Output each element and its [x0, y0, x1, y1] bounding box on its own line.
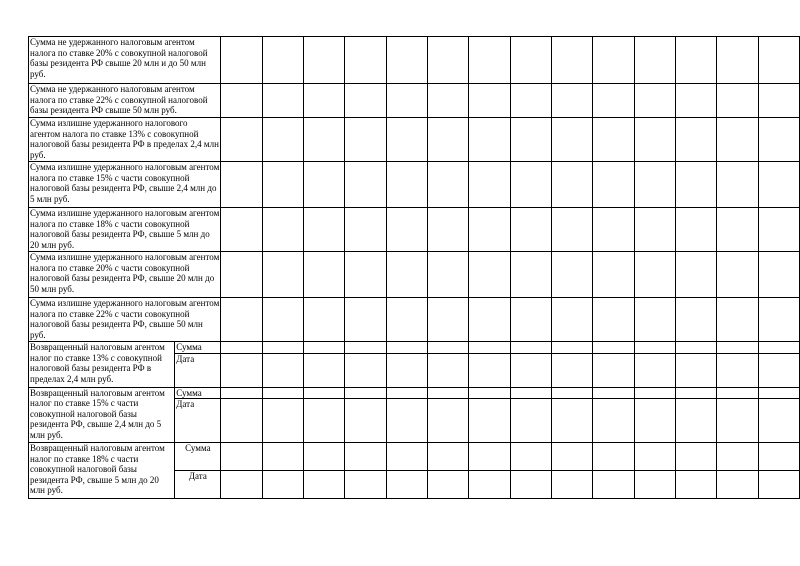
value-cell[interactable]	[262, 208, 303, 252]
value-cell[interactable]	[469, 252, 510, 298]
value-cell[interactable]	[717, 387, 758, 399]
value-cell[interactable]	[675, 84, 716, 118]
value-cell[interactable]	[675, 471, 716, 499]
value-cell[interactable]	[758, 37, 799, 84]
value-cell[interactable]	[634, 252, 675, 298]
value-cell[interactable]	[510, 387, 551, 399]
value-cell[interactable]	[386, 208, 427, 252]
value-cell[interactable]	[345, 443, 386, 471]
value-cell[interactable]	[262, 37, 303, 84]
value-cell[interactable]	[345, 353, 386, 387]
value-cell[interactable]	[304, 471, 345, 499]
value-cell[interactable]	[634, 298, 675, 342]
value-cell[interactable]	[758, 399, 799, 443]
value-cell[interactable]	[675, 208, 716, 252]
table-row	[29, 84, 800, 118]
value-cell[interactable]	[262, 399, 303, 443]
value-cell[interactable]	[386, 443, 427, 471]
value-cell[interactable]	[717, 399, 758, 443]
sum-label: Сумма	[175, 443, 221, 471]
value-cell[interactable]	[304, 252, 345, 298]
row-label: Сумма излишне удержанного налогового агентом налога по ставке 13% с совокупной налоговой базы резидента РФ в пределах 2,4 млн руб.	[29, 118, 221, 162]
value-cell[interactable]	[469, 162, 510, 208]
value-cell[interactable]	[469, 471, 510, 499]
value-cell[interactable]	[304, 387, 345, 399]
table-row	[29, 443, 800, 471]
date-label: Дата	[175, 471, 221, 499]
value-cell[interactable]	[717, 118, 758, 162]
value-cell[interactable]	[510, 37, 551, 84]
value-cell[interactable]	[551, 162, 592, 208]
value-cell[interactable]	[634, 471, 675, 499]
value-cell[interactable]	[717, 208, 758, 252]
row-label: Возвращенный налоговым агентом налог по ставке 13% с совокупной налоговой базы резидента РФ в пределах 2,4 млн руб.	[29, 342, 175, 388]
sum-label: Сумма	[175, 387, 221, 399]
value-cell[interactable]	[634, 342, 675, 354]
value-cell[interactable]	[345, 471, 386, 499]
value-cell[interactable]	[675, 252, 716, 298]
value-cell[interactable]	[345, 298, 386, 342]
value-cell[interactable]	[304, 84, 345, 118]
value-cell[interactable]	[386, 37, 427, 84]
value-cell[interactable]	[428, 84, 469, 118]
value-cell[interactable]	[510, 399, 551, 443]
value-cell[interactable]	[593, 37, 634, 84]
value-cell[interactable]	[758, 208, 799, 252]
value-cell[interactable]	[428, 37, 469, 84]
value-cell[interactable]	[593, 387, 634, 399]
value-cell[interactable]	[717, 84, 758, 118]
value-cell[interactable]	[221, 37, 262, 84]
value-cell[interactable]	[758, 118, 799, 162]
row-label: Сумма не удержанного налоговым агентом налога по ставке 20% с совокупной налоговой базы резидента РФ свыше 20 млн и до 50 млн руб.	[29, 37, 221, 84]
value-cell[interactable]	[758, 298, 799, 342]
value-cell[interactable]	[469, 399, 510, 443]
value-cell[interactable]	[428, 342, 469, 354]
value-cell[interactable]	[345, 118, 386, 162]
value-cell[interactable]	[593, 298, 634, 342]
value-cell[interactable]	[634, 162, 675, 208]
value-cell[interactable]	[345, 162, 386, 208]
value-cell[interactable]	[758, 342, 799, 354]
value-cell[interactable]	[386, 118, 427, 162]
value-cell[interactable]	[675, 162, 716, 208]
value-cell[interactable]	[593, 399, 634, 443]
value-cell[interactable]	[304, 118, 345, 162]
value-cell[interactable]	[386, 387, 427, 399]
value-cell[interactable]	[221, 84, 262, 118]
value-cell[interactable]	[593, 342, 634, 354]
value-cell[interactable]	[551, 208, 592, 252]
value-cell[interactable]	[717, 353, 758, 387]
value-cell[interactable]	[593, 353, 634, 387]
table-row	[29, 252, 800, 298]
sum-label: Сумма	[175, 342, 221, 354]
value-cell[interactable]	[510, 298, 551, 342]
value-cell[interactable]	[758, 387, 799, 399]
value-cell[interactable]	[304, 443, 345, 471]
value-cell[interactable]	[634, 443, 675, 471]
row-label: Сумма излишне удержанного налоговым агентом налога по ставке 22% с части совокупной налоговой базы резидента РФ, свыше 50 млн руб.	[30, 298, 220, 340]
value-cell[interactable]	[717, 342, 758, 354]
value-cell[interactable]	[221, 471, 262, 499]
table-row	[29, 118, 800, 162]
value-cell[interactable]	[634, 208, 675, 252]
value-cell[interactable]	[634, 84, 675, 118]
value-cell[interactable]	[262, 84, 303, 118]
value-cell[interactable]	[510, 84, 551, 118]
value-cell[interactable]	[428, 353, 469, 387]
date-label: Дата	[175, 353, 221, 387]
table-row	[29, 342, 800, 354]
value-cell[interactable]	[345, 208, 386, 252]
value-cell[interactable]	[510, 118, 551, 162]
value-cell[interactable]	[675, 399, 716, 443]
value-cell[interactable]	[510, 162, 551, 208]
tax-report-table	[28, 36, 800, 499]
table-row	[29, 208, 800, 252]
value-cell[interactable]	[675, 443, 716, 471]
value-cell[interactable]	[221, 399, 262, 443]
value-cell[interactable]	[634, 37, 675, 84]
value-cell[interactable]	[221, 118, 262, 162]
value-cell[interactable]	[221, 162, 262, 208]
value-cell[interactable]	[510, 252, 551, 298]
value-cell[interactable]	[262, 252, 303, 298]
value-cell[interactable]	[634, 353, 675, 387]
value-cell[interactable]	[675, 37, 716, 84]
value-cell[interactable]	[428, 162, 469, 208]
table-row	[29, 37, 800, 84]
row-label: Сумма излишне удержанного налоговым агентом налога по ставке 18% с части совокупной налоговой базы резидента РФ, свыше 5 млн до 20 млн руб.	[30, 208, 220, 250]
value-cell[interactable]	[345, 387, 386, 399]
value-cell[interactable]	[386, 353, 427, 387]
value-cell[interactable]	[304, 37, 345, 84]
value-cell[interactable]	[551, 387, 592, 399]
value-cell[interactable]	[551, 84, 592, 118]
value-cell[interactable]	[386, 84, 427, 118]
value-cell[interactable]	[428, 252, 469, 298]
value-cell[interactable]	[262, 471, 303, 499]
value-cell[interactable]	[717, 162, 758, 208]
value-cell[interactable]	[510, 443, 551, 471]
value-cell[interactable]	[758, 252, 799, 298]
value-cell[interactable]	[510, 471, 551, 499]
value-cell[interactable]	[593, 208, 634, 252]
value-cell[interactable]	[593, 118, 634, 162]
value-cell[interactable]	[634, 399, 675, 443]
table-row	[29, 298, 800, 342]
value-cell[interactable]	[469, 118, 510, 162]
value-cell[interactable]	[675, 298, 716, 342]
date-label: Дата	[175, 399, 221, 443]
value-cell[interactable]	[262, 342, 303, 354]
value-cell[interactable]	[428, 208, 469, 252]
value-cell[interactable]	[551, 118, 592, 162]
value-cell[interactable]	[221, 342, 262, 354]
value-cell[interactable]	[551, 443, 592, 471]
value-cell[interactable]	[428, 399, 469, 443]
value-cell[interactable]	[345, 342, 386, 354]
value-cell[interactable]	[717, 298, 758, 342]
value-cell[interactable]	[593, 471, 634, 499]
row-label: Сумма излишне удержанного налоговым агентом налога по ставке 15% с части совокупной налоговой базы резидента РФ, свыше 2,4 млн до 5 млн руб.	[29, 162, 221, 208]
value-cell[interactable]	[428, 471, 469, 499]
value-cell[interactable]	[386, 252, 427, 298]
value-cell[interactable]	[469, 84, 510, 118]
value-cell[interactable]	[469, 342, 510, 354]
value-cell[interactable]	[469, 208, 510, 252]
value-cell[interactable]	[593, 443, 634, 471]
row-label: Возвращенный налоговым агентом налог по ставке 15% с части совокупной налоговой базы резидента РФ, свыше 2,4 млн до 5 млн руб.	[29, 387, 175, 443]
value-cell[interactable]	[758, 443, 799, 471]
row-label: Сумма излишне удержанного налоговым агентом налога по ставке 20% с части совокупной налоговой базы резидента РФ, свыше 20 млн до 50 млн руб.	[29, 252, 221, 298]
value-cell[interactable]	[345, 37, 386, 84]
value-cell[interactable]	[428, 443, 469, 471]
value-cell[interactable]	[551, 298, 592, 342]
value-cell[interactable]	[386, 162, 427, 208]
value-cell[interactable]	[345, 399, 386, 443]
value-cell[interactable]	[634, 387, 675, 399]
value-cell[interactable]	[304, 399, 345, 443]
value-cell[interactable]	[345, 84, 386, 118]
value-cell[interactable]	[262, 443, 303, 471]
value-cell[interactable]	[758, 353, 799, 387]
value-cell[interactable]	[675, 342, 716, 354]
row-label: Сумма не удержанного налоговым агентом налога по ставке 22% с совокупной налоговой базы резидента РФ свыше 50 млн руб.	[29, 84, 221, 118]
value-cell[interactable]	[551, 353, 592, 387]
value-cell[interactable]	[304, 162, 345, 208]
value-cell[interactable]	[262, 118, 303, 162]
value-cell[interactable]	[675, 353, 716, 387]
value-cell[interactable]	[262, 387, 303, 399]
value-cell[interactable]	[551, 342, 592, 354]
value-cell[interactable]	[221, 443, 262, 471]
value-cell[interactable]	[428, 298, 469, 342]
value-cell[interactable]	[386, 399, 427, 443]
value-cell[interactable]	[428, 118, 469, 162]
value-cell[interactable]	[634, 118, 675, 162]
value-cell[interactable]	[593, 162, 634, 208]
value-cell[interactable]	[551, 252, 592, 298]
value-cell[interactable]	[717, 252, 758, 298]
value-cell[interactable]	[386, 298, 427, 342]
value-cell[interactable]	[675, 387, 716, 399]
value-cell[interactable]	[469, 387, 510, 399]
value-cell[interactable]	[262, 298, 303, 342]
value-cell[interactable]	[510, 208, 551, 252]
value-cell[interactable]	[386, 342, 427, 354]
value-cell[interactable]	[221, 353, 262, 387]
value-cell[interactable]	[551, 37, 592, 84]
value-cell[interactable]	[221, 252, 262, 298]
value-cell[interactable]	[551, 471, 592, 499]
value-cell[interactable]	[551, 399, 592, 443]
value-cell[interactable]	[510, 342, 551, 354]
value-cell[interactable]	[386, 471, 427, 499]
value-cell[interactable]	[469, 353, 510, 387]
value-cell[interactable]	[221, 208, 262, 252]
value-cell[interactable]	[717, 37, 758, 84]
value-cell[interactable]	[717, 471, 758, 499]
value-cell[interactable]	[758, 84, 799, 118]
value-cell[interactable]	[510, 353, 551, 387]
value-cell[interactable]	[262, 353, 303, 387]
table-row	[29, 162, 800, 208]
value-cell[interactable]	[758, 162, 799, 208]
table-row	[29, 387, 800, 399]
value-cell[interactable]	[758, 471, 799, 499]
value-cell[interactable]	[345, 252, 386, 298]
value-cell[interactable]	[304, 353, 345, 387]
value-cell[interactable]	[221, 298, 262, 342]
value-cell[interactable]	[304, 298, 345, 342]
value-cell[interactable]	[593, 252, 634, 298]
value-cell[interactable]	[304, 208, 345, 252]
value-cell[interactable]	[469, 443, 510, 471]
value-cell[interactable]	[428, 387, 469, 399]
value-cell[interactable]	[221, 387, 262, 399]
value-cell[interactable]	[593, 84, 634, 118]
value-cell[interactable]	[304, 342, 345, 354]
value-cell[interactable]	[469, 298, 510, 342]
value-cell[interactable]	[469, 37, 510, 84]
row-label: Возвращенный налоговым агентом налог по ставке 18% с части совокупной налоговой базы резидента РФ, свыше 5 млн до 20 млн руб.	[29, 443, 175, 499]
value-cell[interactable]	[717, 443, 758, 471]
value-cell[interactable]	[675, 118, 716, 162]
value-cell[interactable]	[262, 162, 303, 208]
